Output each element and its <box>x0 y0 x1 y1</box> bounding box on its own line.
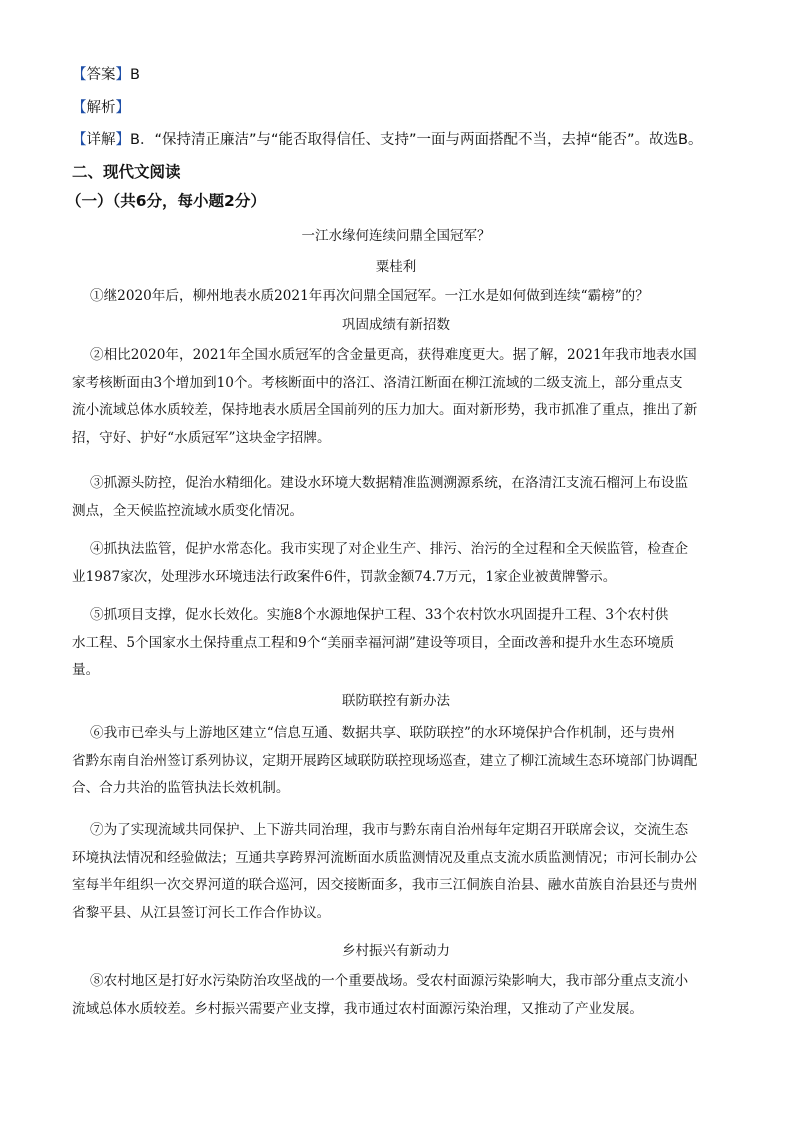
paragraph-2-line: 家考核断面由3个增加到10个。考核断面中的洛江、洛清江断面在柳江流域的二级支流上，部分重点支 <box>72 374 683 391</box>
subheading-3: 乡村振兴有新动力 <box>342 943 450 959</box>
paragraph-8-line: 流域总体水质较差。乡村振兴需要产业支撑，我市通过农村面源污染治理，又推动了产业发展。 <box>72 1000 643 1017</box>
answer-value: B <box>130 67 140 83</box>
paragraph-5-line: ⑤抓项目支撑，促水长效化。实施8个水源地保护工程、33个农村饮水巩固提升工程、3个农村供 <box>90 607 669 623</box>
paragraph-4 <box>72 536 720 591</box>
paragraph-5-line: 水工程、5个国家水土保持重点工程和9个“美丽幸福河湖”建设等项目，全面改善和提升水生态环境质 <box>72 634 675 651</box>
subheading-2: 联防联控有新办法 <box>342 693 450 709</box>
paragraph-3 <box>72 470 720 525</box>
paragraph-1 <box>72 283 720 311</box>
detail-label-open: 【 <box>72 132 87 148</box>
detail-text: B．“保持清正廉洁”与“能否取得信任、支持”一面与两面搭配不当，去掉“能否”。故选B。 <box>130 132 703 148</box>
detail-label-close: 】 <box>115 132 130 148</box>
paragraph-7-line: 室每半年组织一次交界河道的联合巡河，因交接断面多，我市三江侗族自治县、融水苗族自治县还与贵州 <box>72 877 698 893</box>
paragraph-7-line: ⑦为了实现流域共同保护、上下游共同治理，我市与黔东南自治州每年定期召开联席会议，交流生态 <box>90 822 689 838</box>
answer-label-open: 【 <box>72 67 87 83</box>
answer-line <box>72 64 720 86</box>
paragraph-6-line: 合、合力共治的监管执法长效机制。 <box>72 780 290 796</box>
analysis-line <box>72 97 720 119</box>
section-heading: 二、现代文阅读 <box>72 163 181 181</box>
analysis-label-open: 【 <box>72 100 87 116</box>
paragraph-3-line: ③抓源头防控，促治水精细化。建设水环境大数据精准监测溯源系统，在洛清江支流石榴河上布设监 <box>90 475 689 491</box>
paragraph-7-line: 环境执法情况和经验做法；互通共享跨界河流断面水质监测情况及重点支流水质监测情况；市河长制办公 <box>72 849 698 866</box>
article-title: 一江水缘何连续问鼎全国冠军？ <box>301 228 491 244</box>
paragraph-2-line: ②相比2020年，2021年全国水质冠军的含金量更高，获得难度更大。据了解，2021年我市地表水国 <box>90 347 697 363</box>
detail-label: 详解 <box>86 132 116 148</box>
paragraph-7-line: 省黎平县、从江县签订河长工作合作协议。 <box>72 904 331 921</box>
subsection-heading: （一）（共6分，每小题2分） <box>66 192 266 210</box>
analysis-label-close: 】 <box>115 100 130 116</box>
paragraph-5 <box>72 602 720 685</box>
paragraph-2 <box>72 342 720 452</box>
paragraph-8 <box>72 968 720 1023</box>
paragraph-4-line: ④抓执法监管，促护水常态化。我市实现了对企业生产、排污、治污的全过程和全天候监管，检查企 <box>90 541 689 557</box>
analysis-label: 解析 <box>86 100 116 116</box>
paragraph-6 <box>72 720 720 803</box>
paragraph-2-line: 流小流域总体水质较差，保持地表水质居全国前列的压力加大。面对新形势，我市抓准了重点，推出了新 <box>72 402 698 418</box>
article-author: 粟桂利 <box>375 259 417 275</box>
paragraph-8-line: ⑧农村地区是打好水污染防治攻坚战的一个重要战场。受农村面源污染影响大，我市部分重点支流小 <box>90 973 689 989</box>
paragraph-7 <box>72 817 720 927</box>
paragraph-6-line: 省黔东南自治州签订系列协议，定期开展跨区域联防联控现场巡查，建立了柳江流域生态环境部门协调配 <box>72 752 698 769</box>
answer-label-close: 】 <box>115 67 130 83</box>
paragraph-4-line: 业1987家次，处理涉水环境违法行政案件6件，罚款金额74.7万元，1家企业被黄牌警示。 <box>72 568 617 585</box>
answer-label: 答案 <box>86 67 116 83</box>
paragraph-5-line: 量。 <box>72 662 100 678</box>
paragraph-1-text: ①继2020年后，柳州地表水质2021年再次问鼎全国冠军。一江水是如何做到连续“霸榜”的？ <box>90 288 649 304</box>
paragraph-2-line: 招，守好、护好“水质冠军”这块金字招牌。 <box>72 429 331 446</box>
detail-line <box>72 129 720 151</box>
subheading-1: 巩固成绩有新招数 <box>342 317 450 333</box>
paragraph-3-line: 测点，全天候监控流域水质变化情况。 <box>72 502 304 519</box>
paragraph-6-line: ⑥我市已牵头与上游地区建立“信息互通、数据共享、联防联控”的水环境保护合作机制，还与贵州 <box>90 725 675 741</box>
